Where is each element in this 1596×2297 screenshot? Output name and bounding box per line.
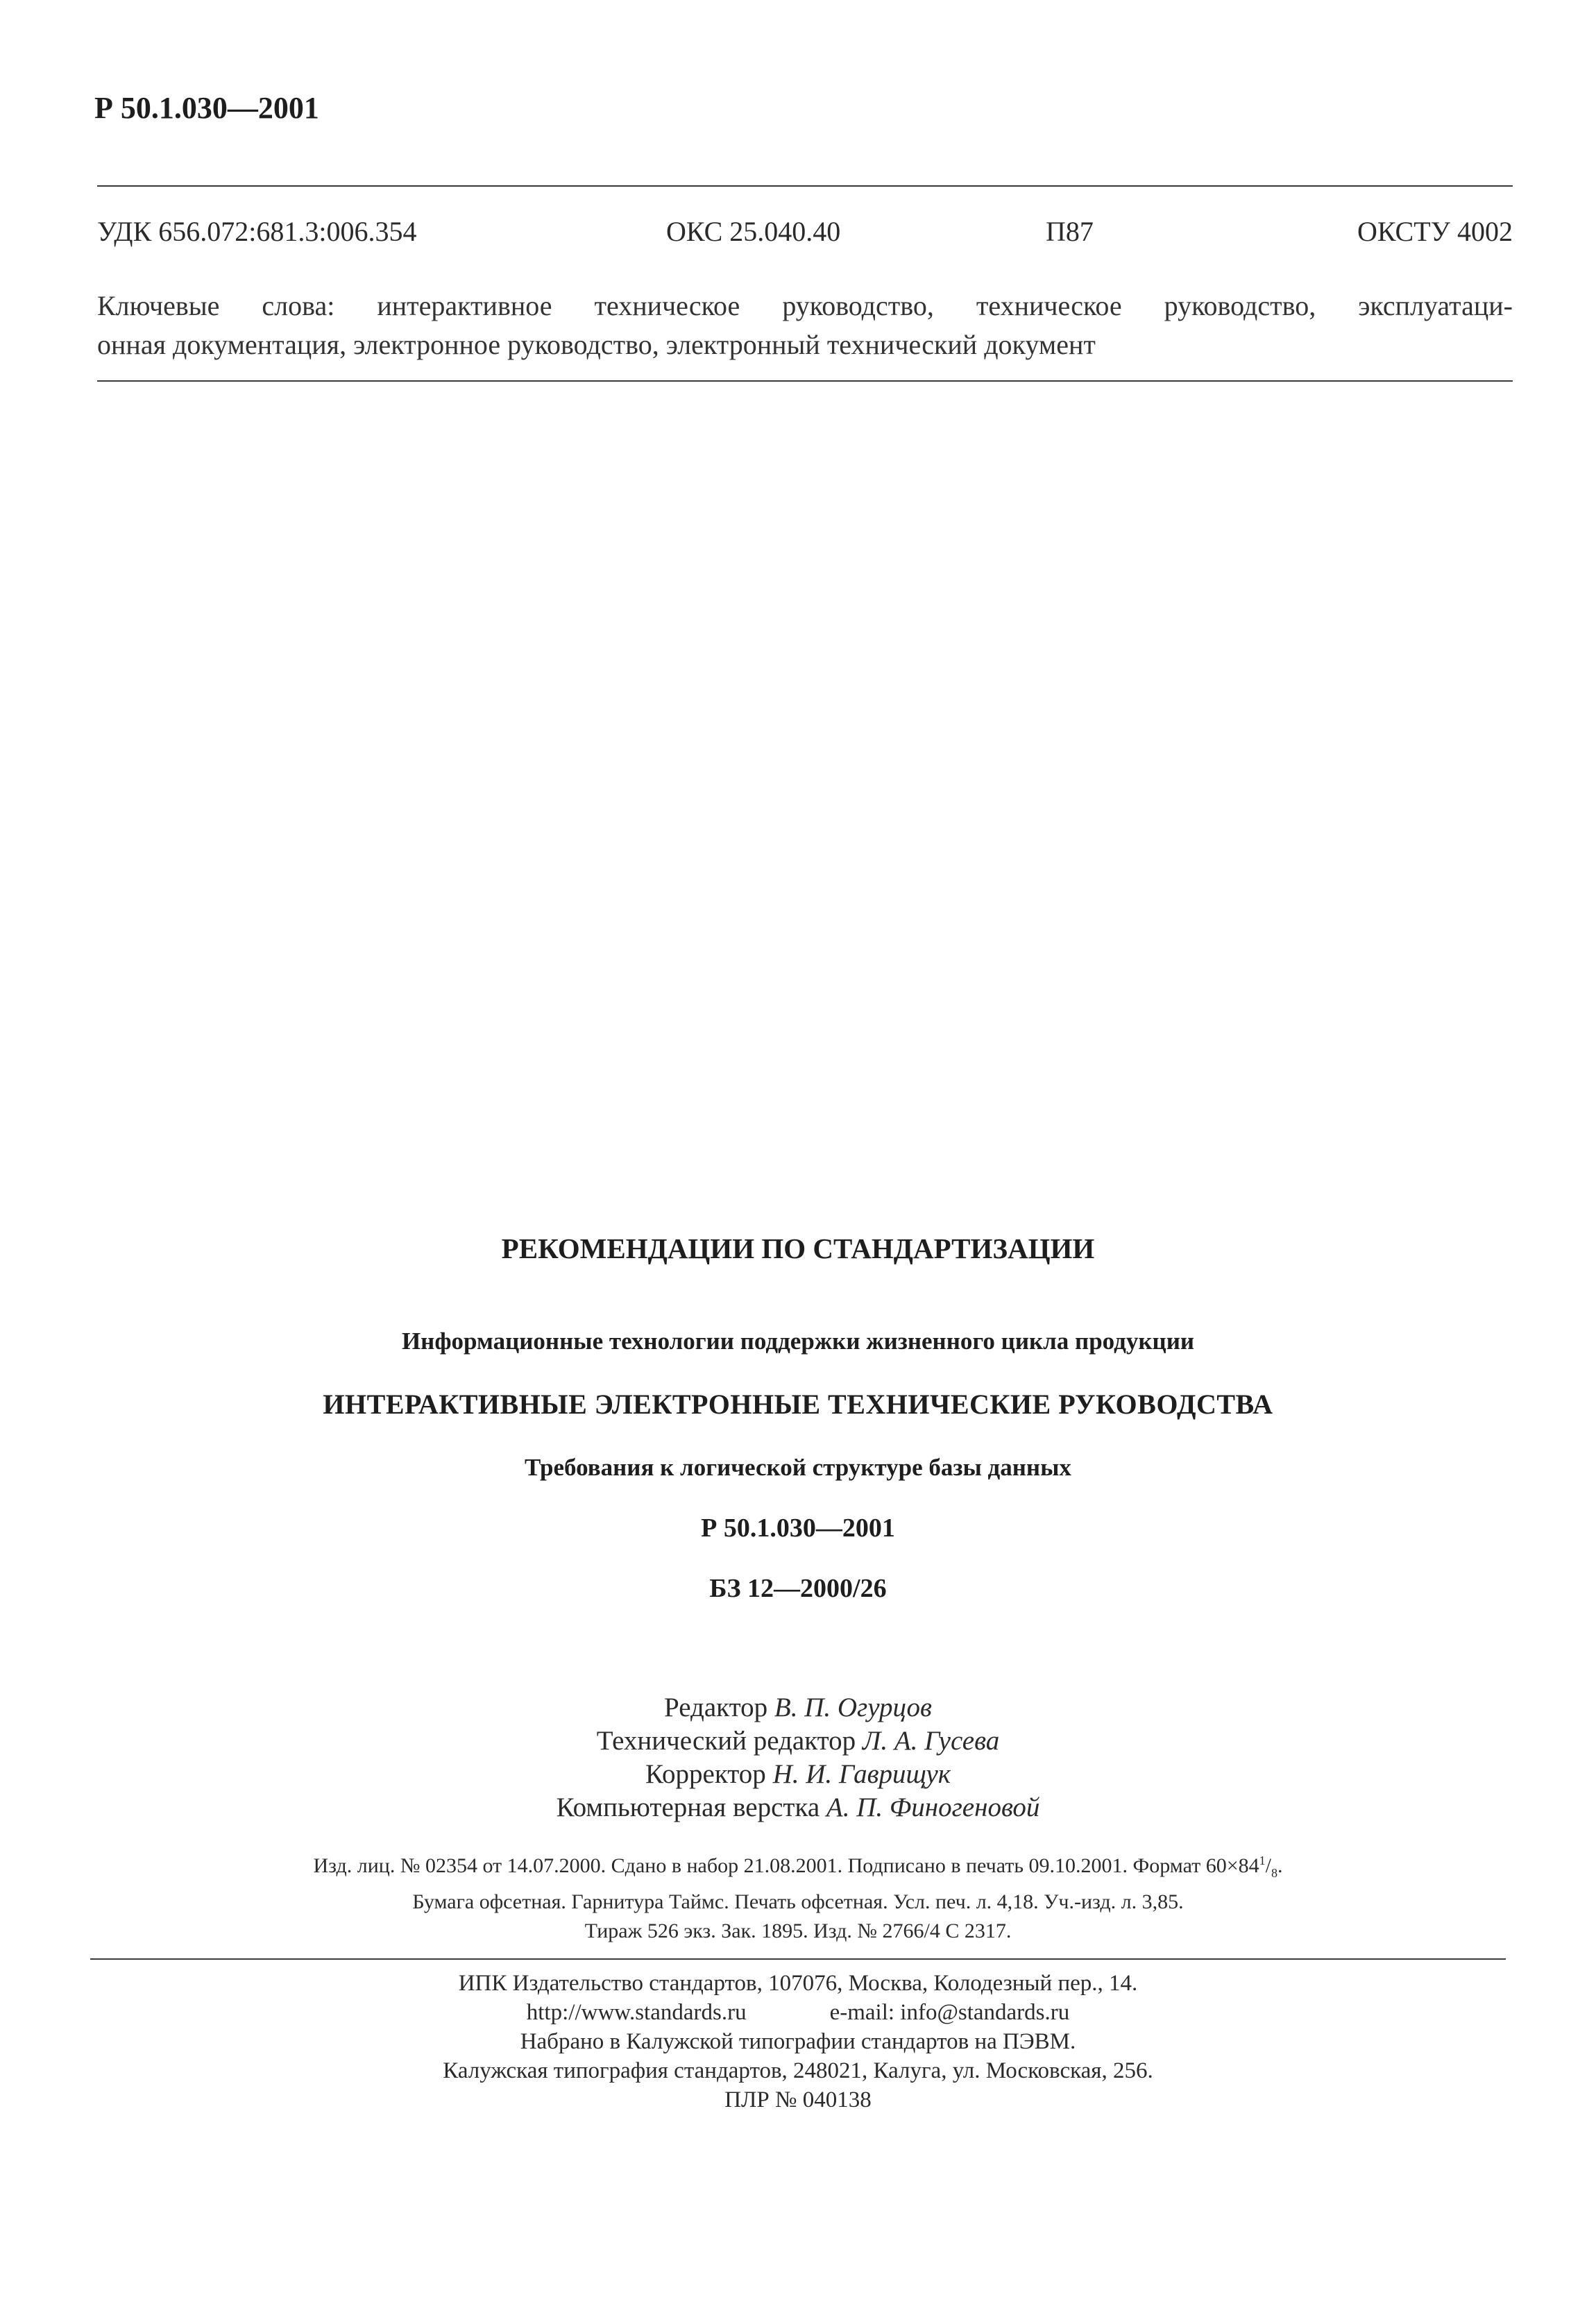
publisher-contacts — [0, 1998, 1596, 2027]
publisher-line: Калужская типография стандартов, 248021, Калуга, ул. Московская, 256. — [443, 2058, 1153, 2083]
keywords-block — [97, 287, 1513, 364]
subtitle: Требования к логической структуре базы данных — [525, 1454, 1071, 1481]
credit-line — [0, 1791, 1596, 1824]
credit-role: Компьютерная верстка — [556, 1792, 820, 1822]
imprint-line: Изд. лиц. № 02354 от 14.07.2000. Сдано в набор 21.08.2001. Подписано в печать 09.10.2001. Формат $60\times 84^1/_8$. — [313, 1854, 1283, 1880]
designation: Р 50.1.030—2001 — [701, 1514, 895, 1543]
credit-role: Технический редактор — [596, 1726, 856, 1756]
udk-code: УДК 656.072:681.3:006.354 — [97, 216, 417, 247]
credit-name: А. П. Финогеновой — [826, 1792, 1040, 1822]
bz-number: БЗ 12—2000/26 — [709, 1574, 887, 1603]
group-code: П87 — [1046, 216, 1094, 247]
category-title: РЕКОМЕНДАЦИИ ПО СТАНДАРТИЗАЦИИ — [501, 1232, 1095, 1264]
subject-line: Информационные технологии поддержки жизненного цикла продукции — [401, 1328, 1195, 1355]
credit-line — [0, 1691, 1596, 1724]
publisher-line: Набрано в Калужской типографии стандартов на ПЭВМ. — [520, 2029, 1076, 2054]
credit-role: Корректор — [645, 1759, 766, 1789]
classification-row — [97, 215, 1513, 253]
publisher-line: ПЛР № 040138 — [724, 2087, 872, 2112]
main-title: ИНТЕРАКТИВНЫЕ ЭЛЕКТРОННЫЕ ТЕХНИЧЕСКИЕ РУКОВОДСТВА — [323, 1389, 1273, 1420]
top-divider — [97, 185, 1513, 187]
credit-name: Л. А. Гусева — [862, 1726, 1000, 1756]
keywords-divider — [97, 380, 1513, 382]
credit-name: Н. И. Гаврищук — [772, 1759, 951, 1789]
imprint-divider — [90, 1958, 1506, 1960]
credit-name: В. П. Огурцов — [774, 1693, 932, 1722]
format-fraction-numerator: 1 — [1259, 1854, 1266, 1867]
publisher-website: http://www.standards.ru — [526, 2000, 747, 2025]
keywords-line: Ключевые слова: интерактивное техническое руководство, техническое руководство, эксплуатаци- — [97, 290, 1513, 321]
imprint-line: Бумага офсетная. Гарнитура Таймс. Печать офсетная. Усл. печ. л. 4,18. Уч.-изд. л. 3,85. — [412, 1890, 1184, 1913]
publisher-email: e-mail: info@standards.ru — [829, 2000, 1070, 2025]
credit-line — [0, 1724, 1596, 1758]
imprint-text: Изд. лиц. № 02354 от 14.07.2000. Сдано в набор 21.08.2001. Подписано в печать 09.10.2001. Формат 60×84 — [313, 1854, 1259, 1877]
okstu-code: ОКСТУ 4002 — [1357, 216, 1513, 247]
document-code: Р 50.1.030—2001 — [94, 91, 319, 125]
imprint-block — [0, 1846, 1596, 1946]
imprint-line: Тираж 526 экз. Зак. 1895. Изд. № 2766/4 С 2317. — [584, 1919, 1012, 1942]
oks-code: ОКС 25.040.40 — [666, 216, 841, 247]
publisher-block — [0, 1969, 1596, 2114]
credit-line — [0, 1758, 1596, 1791]
credits-block — [0, 1691, 1596, 1824]
publisher-line: ИПК Издательство стандартов, 107076, Москва, Колодезный пер., 14. — [458, 1971, 1138, 1996]
keywords-line: онная документация, электронное руководство, электронный технический документ — [97, 329, 1096, 360]
format-fraction-denominator: 8 — [1271, 1866, 1277, 1880]
credit-role: Редактор — [664, 1693, 768, 1722]
